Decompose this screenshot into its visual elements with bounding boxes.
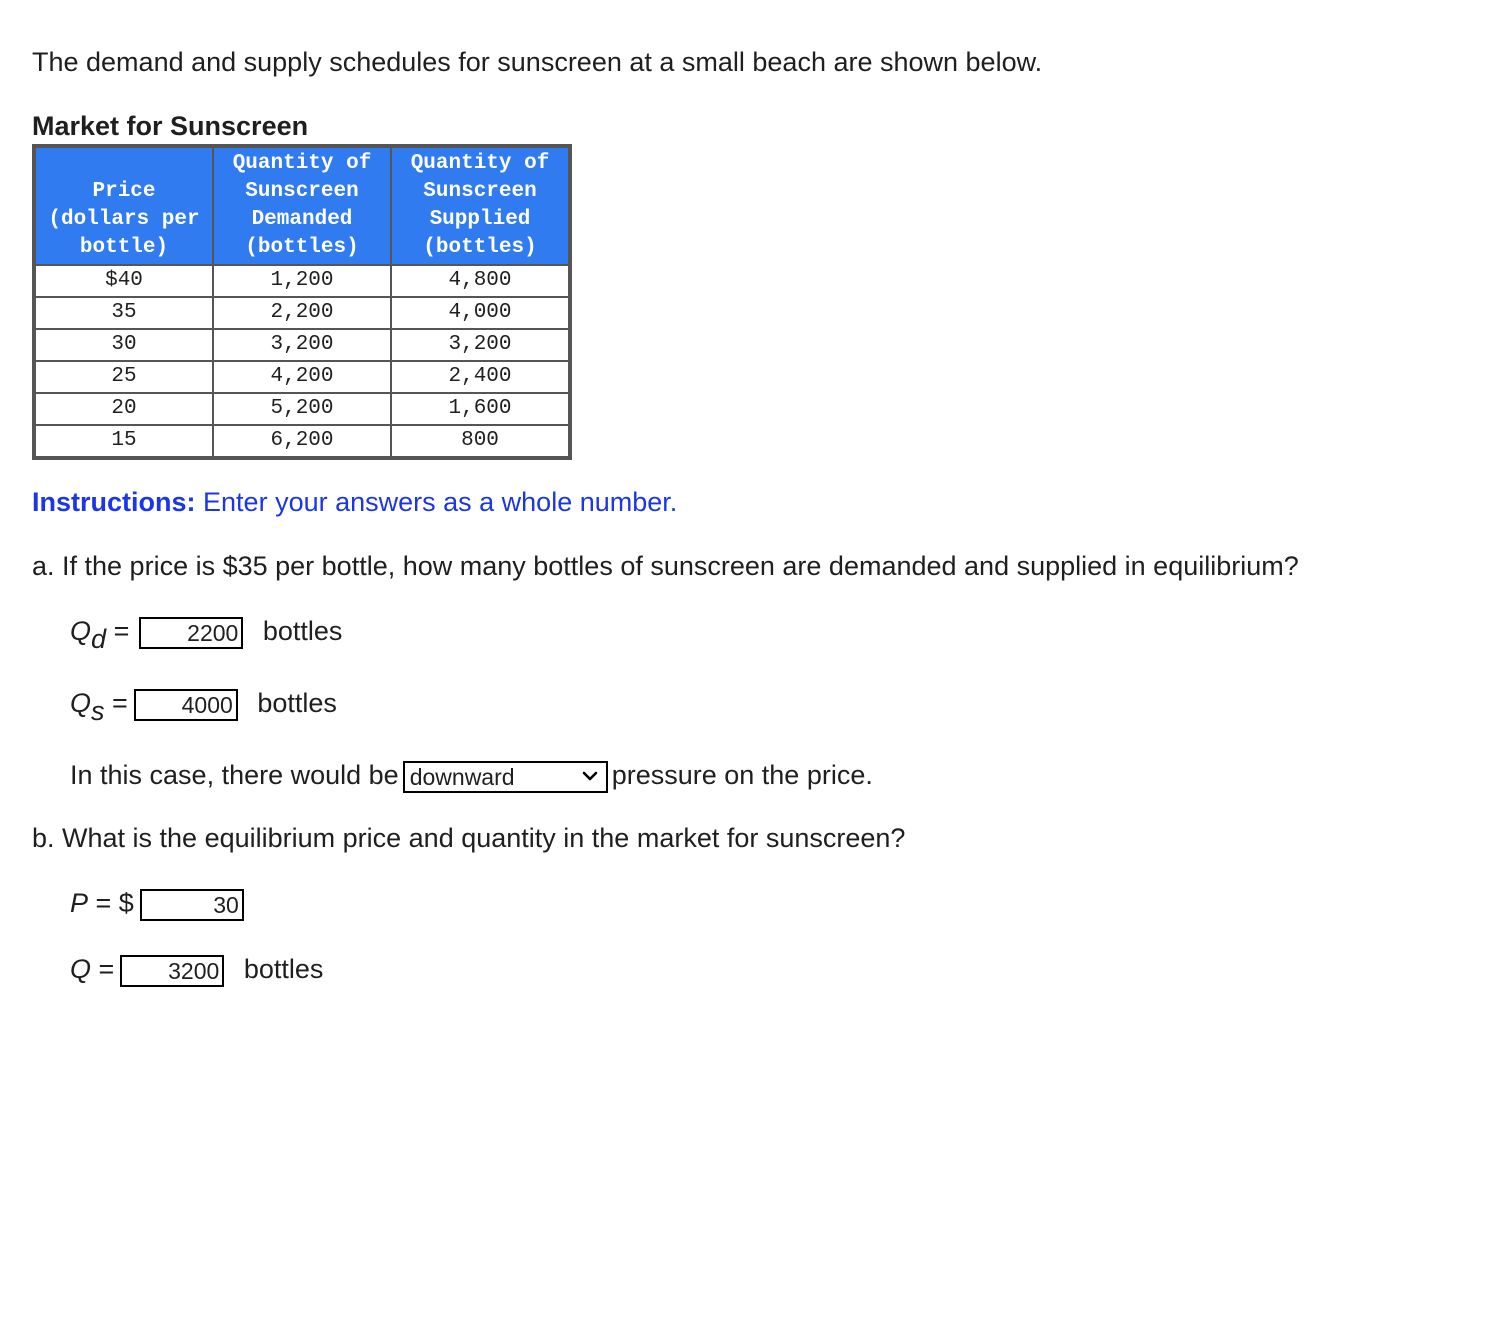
qs-subscript: s — [91, 696, 105, 726]
header-price: Price (dollars per bottle) — [36, 148, 212, 264]
instructions — [32, 486, 677, 518]
cell-price: 15 — [36, 426, 212, 456]
qs-row — [70, 687, 337, 726]
market-table — [32, 144, 572, 460]
q-row — [70, 953, 323, 987]
table-row — [36, 298, 568, 328]
pressure-dropdown[interactable] — [403, 761, 608, 793]
cell-demanded: 5,200 — [214, 394, 390, 424]
header-demanded: Quantity of Sunscreen Demanded (bottles) — [214, 148, 390, 264]
q-input[interactable]: 3200 — [120, 955, 224, 987]
p-row — [70, 887, 244, 921]
table-row — [36, 362, 568, 392]
table-row — [36, 266, 568, 296]
q-unit: bottles — [243, 954, 324, 984]
cell-price: $40 — [36, 266, 212, 296]
qs-symbol: Q — [70, 688, 92, 718]
table-title: Market for Sunscreen — [32, 111, 309, 141]
q-equals: = — [98, 954, 115, 984]
cell-supplied: 3,200 — [392, 330, 568, 360]
instructions-text: Enter your answers as a whole number. — [203, 487, 678, 517]
question-b: b. What is the equilibrium price and quantity in the market for sunscreen? — [32, 823, 906, 853]
table-row — [36, 394, 568, 424]
pressure-after: pressure on the price. — [611, 760, 873, 790]
qd-row — [70, 615, 343, 654]
qs-input[interactable]: 4000 — [134, 689, 238, 721]
header-supplied: Quantity of Sunscreen Supplied (bottles) — [392, 148, 568, 264]
qd-input[interactable]: 2200 — [139, 617, 243, 649]
cell-demanded: 2,200 — [214, 298, 390, 328]
p-equals: = $ — [95, 888, 134, 918]
qd-equals: = — [113, 616, 130, 646]
cell-price: 20 — [36, 394, 212, 424]
pressure-row — [70, 759, 873, 793]
cell-supplied: 4,800 — [392, 266, 568, 296]
table-row — [36, 426, 568, 456]
pressure-before: In this case, there would be — [70, 760, 399, 790]
pressure-selected: downward — [409, 763, 515, 790]
cell-price: 35 — [36, 298, 212, 328]
cell-demanded: 6,200 — [214, 426, 390, 456]
question-a: a. If the price is $35 per bottle, how many bottles of sunscreen are demanded and supplied in equilibrium? — [32, 551, 1299, 581]
qd-unit: bottles — [262, 616, 343, 646]
p-symbol: P — [70, 888, 89, 918]
cell-price: 30 — [36, 330, 212, 360]
instructions-label: Instructions: — [32, 487, 196, 517]
cell-demanded: 1,200 — [214, 266, 390, 296]
q-symbol: Q — [70, 954, 92, 984]
cell-supplied: 1,600 — [392, 394, 568, 424]
qd-symbol: Q — [70, 616, 92, 646]
cell-supplied: 4,000 — [392, 298, 568, 328]
cell-demanded: 3,200 — [214, 330, 390, 360]
cell-price: 25 — [36, 362, 212, 392]
intro-text: The demand and supply schedules for sunscreen at a small beach are shown below. — [32, 47, 1043, 77]
cell-demanded: 4,200 — [214, 362, 390, 392]
table-header-row — [36, 148, 568, 264]
cell-supplied: 800 — [392, 426, 568, 456]
chevron-down-icon — [582, 768, 598, 784]
qs-equals: = — [112, 688, 128, 718]
cell-supplied: 2,400 — [392, 362, 568, 392]
qs-unit: bottles — [257, 688, 337, 718]
p-input[interactable]: 30 — [140, 889, 244, 921]
qd-subscript: d — [91, 624, 107, 654]
table-row — [36, 330, 568, 360]
